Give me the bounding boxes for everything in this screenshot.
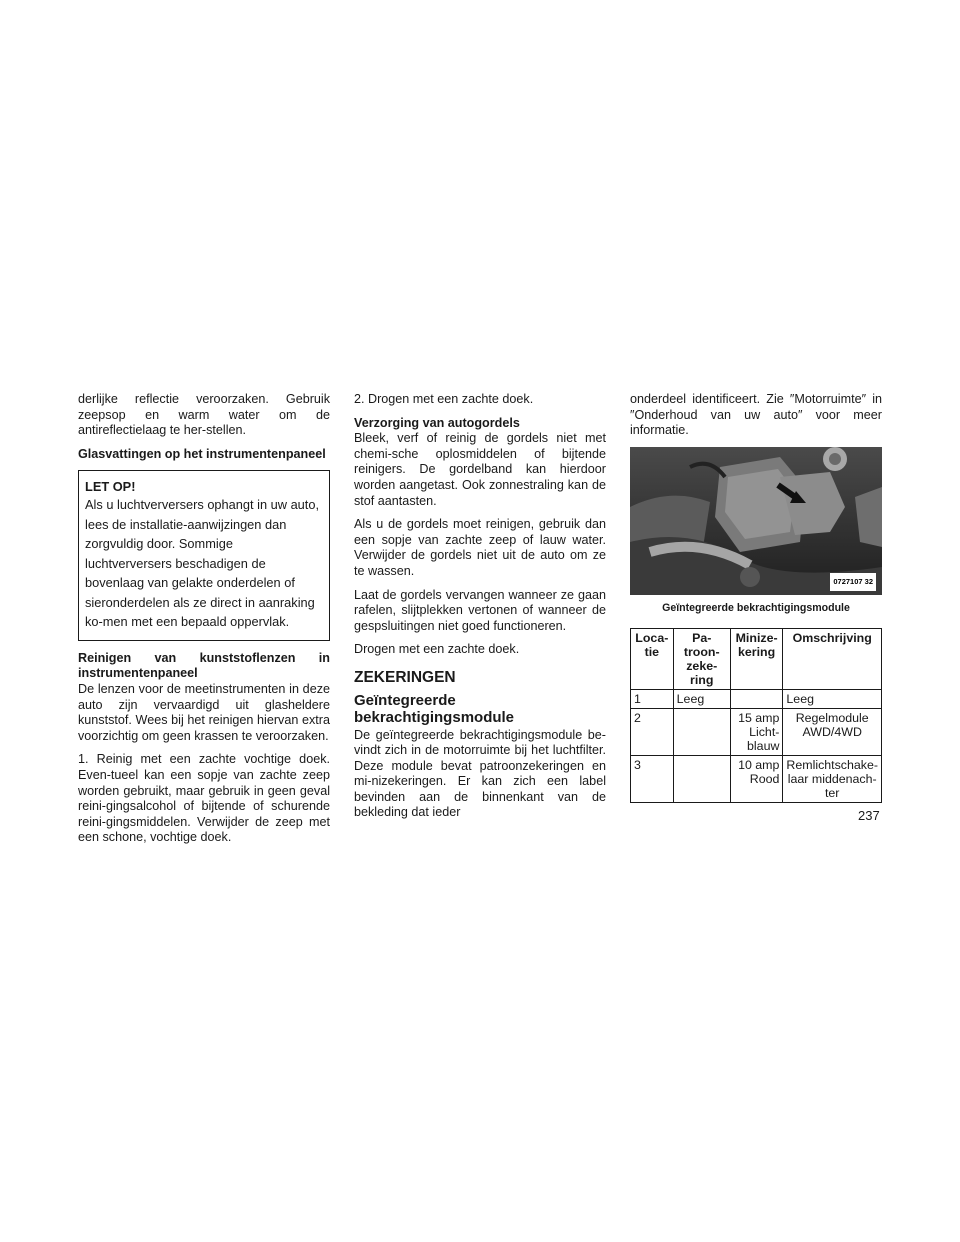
- paragraph: Als u de gordels moet reinigen, gebruik dan een sopje van zachte zeep of lauw water. Verwijder de gordels niet uit de auto om ze te wassen.: [354, 517, 606, 578]
- cell: 10 amp Rood: [730, 756, 783, 803]
- paragraph: Bleek, verf of reinig de gordels niet met chemi-sche oplosmiddelen of bijtende reinigers. De gordelband kan hierdoor worden aangetast. Ook zonnestraling kan de stof aantasten.: [354, 431, 606, 508]
- subsection-title: Geïntegreerde bekrachtigingsmodule: [354, 691, 515, 726]
- fuse-table: [630, 628, 882, 803]
- column-3: [630, 392, 882, 803]
- header-cell: Omschrijving: [783, 629, 882, 690]
- paragraph-step-1: 1. Reinig met een zachte vochtige doek. Even-tueel kan een sopje van zachte zeep worden gebruikt, maar gebruik in geen geval reini-gingsalcohol of bijtende of schurende reini-gingsmiddelen. Verwijder de zeep met een schone, vochtige doek.: [78, 752, 330, 845]
- paragraph: Drogen met een zachte doek.: [354, 642, 520, 657]
- caution-title: LET OP!: [85, 479, 136, 495]
- cell: Regelmodule AWD/4WD: [783, 709, 882, 756]
- engine-bay-photo: [630, 447, 882, 595]
- paragraph: onderdeel identificeert. Zie ″Motorruimte″ in ″Onderhoud van uw auto″ voor meer informatie.: [630, 392, 882, 438]
- paragraph-step-2: 2. Drogen met een zachte doek.: [354, 392, 534, 406]
- header-cell: Minize-kering: [730, 629, 783, 690]
- column-1: [78, 392, 330, 854]
- heading-kunststoflenzen: Reinigen van kunststoflenzen in instrumentenpaneel: [78, 650, 330, 681]
- cell: 2: [631, 709, 674, 756]
- section-title: ZEKERINGEN: [354, 668, 456, 686]
- table-row: [631, 690, 882, 709]
- cell: [730, 690, 783, 709]
- figure-caption: Geïntegreerde bekrachtigingsmodule: [662, 601, 850, 614]
- cell: [673, 709, 730, 756]
- cell: Leeg: [673, 690, 730, 709]
- header-cell: Pa-troon-zeke-ring: [673, 629, 730, 690]
- cell: 3: [631, 756, 674, 803]
- cell: 15 amp Licht-blauw: [730, 709, 783, 756]
- paragraph: De geïntegreerde bekrachtigingsmodule be-vindt zich in de motorruimte bij het luchtfilter. Deze module bevat patroonzekeringen en mi-nizekeringen. Er kan zich een label bevinden aan de binnenkant van de bekleding dat ieder: [354, 727, 606, 820]
- cell: 1: [631, 690, 674, 709]
- caution-box: [78, 470, 330, 641]
- heading-autogordels: Verzorging van autogordels: [354, 415, 520, 430]
- paragraph: derlijke reflectie veroorzaken. Gebruik zeepsop en warm water om de antireflectielaag te her-stellen.: [78, 392, 330, 438]
- header-cell: Loca-tie: [631, 629, 674, 690]
- table-row: [631, 756, 882, 803]
- cell: Remlichtschake-laar middenach-ter: [783, 756, 882, 803]
- cell: Leeg: [783, 690, 882, 709]
- column-2: [354, 392, 606, 829]
- heading-glasvattingen: Glasvattingen op het instrumentenpaneel: [78, 446, 326, 461]
- figure-code: 0727107 32: [830, 573, 876, 591]
- caution-text: Als u luchtverversers ophangt in uw auto, lees de installatie-aanwijzingen dan zorgvuldig door. Sommige luchtverversers beschadigen de bovenlaag van gelakte onderdelen of sieronderdelen als ze direct in aanraking ko-men met een bepaald oppervlak.: [85, 497, 320, 630]
- paragraph: Laat de gordels vervangen wanneer ze gaan rafelen, slijtplekken vertonen of wanneer de gespsluitingen niet goed functioneren.: [354, 587, 606, 633]
- table-row: [631, 709, 882, 756]
- paragraph: De lenzen voor de meetinstrumenten in deze auto zijn vervaardigd uit glasheldere kunststof. Wees bij het reinigen hiervan extra voorzichtig om geen krassen te veroorzaken.: [78, 682, 330, 743]
- table-header-row: [631, 629, 882, 690]
- cell: [673, 756, 730, 803]
- page-number: 237: [858, 808, 880, 823]
